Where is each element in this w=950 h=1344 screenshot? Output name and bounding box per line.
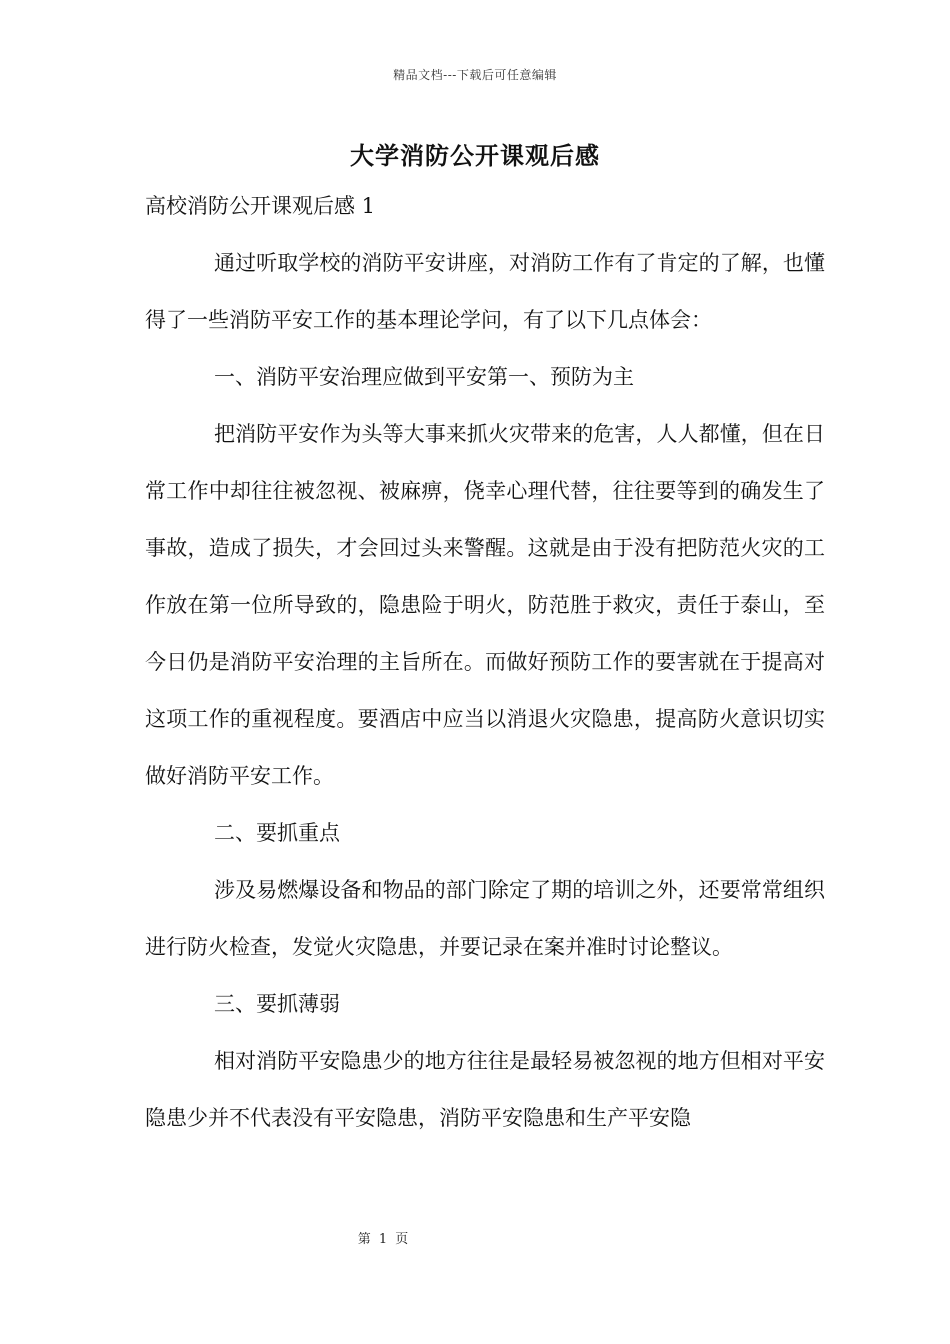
page-number: 第 1 页 [357, 1232, 409, 1247]
heading-point-3: 三、要抓薄弱 [214, 992, 340, 1016]
heading-point-1: 一、消防平安治理应做到平安第一、预防为主 [214, 365, 634, 389]
heading-point-2: 二、要抓重点 [214, 821, 340, 845]
paragraph-point-2: 涉及易燃爆设备和物品的部门除定了期的培训之外，还要常常组织进行防火检查，发觉火灾隐患，并要记录在案并准时讨论整议。 [145, 878, 825, 959]
paragraph-point-1: 把消防平安作为头等大事来抓火灾带来的危害，人人都懂，但在日常工作中却往往被忽视、被麻痹，侥幸心理代替，往往要等到的确发生了事故，造成了损失，才会回过头来警醒。这就是由于没有把防范火灾的工作放在第一位所导致的，隐患险于明火，防范胜于救灾，责任于泰山，至今日仍是消防平安治理的主旨所在。而做好预防工作的要害就在于提高对这项工作的重视程度。要酒店中应当以消退火灾隐患，提高防火意识切实做好消防平安工作。 [145, 422, 825, 788]
paragraph-point-3: 相对消防平安隐患少的地方往往是最轻易被忽视的地方但相对平安隐患少并不代表没有平安隐患，消防平安隐患和生产平安隐 [145, 1049, 825, 1130]
section-subtitle: 高校消防公开课观后感 1 [145, 194, 376, 218]
document-body [145, 178, 825, 1147]
document-title: 大学消防公开课观后感 [350, 141, 600, 170]
header-note: 精品文档---下载后可任意编辑 [393, 68, 557, 82]
paragraph-intro: 通过听取学校的消防平安讲座，对消防工作有了肯定的了解，也懂得了一些消防平安工作的基本理论学问，有了以下几点体会： [145, 251, 825, 332]
